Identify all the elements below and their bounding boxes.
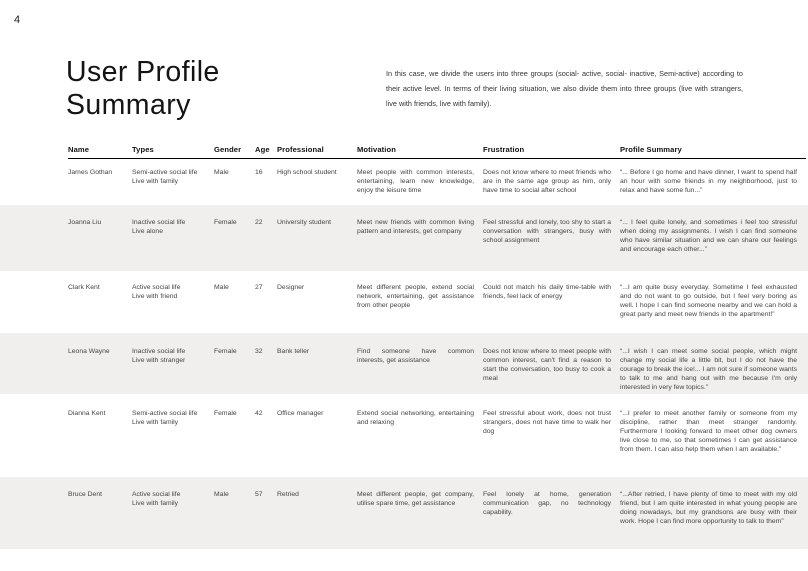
- cell-types: [132, 491, 214, 549]
- cell-gender: Female: [214, 219, 237, 226]
- cell-frustration: Does not know where to meet friends who are in the same age group as him, only have time to social after school: [483, 169, 611, 194]
- cell-motivation: Meet new friends with common living pattern and interests, get company: [357, 219, 474, 235]
- cell-frustration: Feel stressful about work, does not trust strangers, does not have time to walk her dog: [483, 410, 611, 435]
- cell-frustration: Feel stressful and lonely, too shy to start a conversation with strangers, busy with school assignment: [483, 219, 611, 244]
- table-row: [0, 205, 808, 271]
- column-header-types: Types: [132, 145, 154, 154]
- cell-types: [132, 284, 214, 333]
- cell-profile-summary: “...I prefer to meet another family or someone from my discipline, rather than meet stranger randomly. Furthermore I looking forward to meet other dog owners live close to me, so that sometimes I can get assistance from them. I can also help them when I am available.”: [620, 410, 797, 453]
- cell-professional: Bank teller: [277, 348, 310, 355]
- types-line: Active social life: [132, 284, 181, 291]
- cell-frustration: Feel lonely at home, generation communication gap, no technology capability.: [483, 491, 611, 516]
- cell-profile-summary: “...I wish I can meet some social people, which might change my social life a little bit, but I do not have the courage to break the ice!... I am not sure if someone wants to talk to me and hang out with me because I'm only interested in very few topics.”: [620, 348, 797, 391]
- cell-age: 22: [255, 219, 263, 226]
- page-title: [66, 56, 220, 122]
- types-line: Inactive social life: [132, 219, 186, 226]
- cell-types: [132, 348, 214, 394]
- column-header-age: Age: [255, 145, 270, 154]
- cell-motivation: Meet people with common interests, entertaining, learn new knowledge, enjoy the leisure time: [357, 169, 474, 194]
- table-row: [0, 271, 808, 333]
- cell-professional: Designer: [277, 284, 305, 291]
- column-header-gender: Gender: [214, 145, 242, 154]
- types-line: Live with family: [132, 418, 179, 426]
- table-row: [0, 333, 808, 394]
- column-header-professional: Professional: [277, 145, 324, 154]
- types-line: Live alone: [132, 227, 163, 235]
- cell-types: [132, 219, 214, 271]
- cell-gender: Male: [214, 169, 229, 176]
- cell-age: 42: [255, 410, 263, 417]
- table-header-row: [0, 140, 808, 158]
- cell-profile-summary: “... Before I go home and have dinner, I want to spend half an hour with some friends in my neighborhood, just to relax and have some fun...”: [620, 169, 797, 194]
- cell-frustration: Could not match his daily time-table with friends, feel lack of energy: [483, 284, 611, 300]
- cell-gender: Female: [214, 348, 237, 355]
- cell-profile-summary: “... I feel quite lonely, and sometimes i feel too stressful when doing my assignments. I wish I can find someone who have similar situation and we can share our feelings and encourage each other...”: [620, 219, 797, 253]
- cell-professional: University student: [277, 219, 332, 226]
- cell-profile-summary: “...I am quite busy everyday. Sometime I feel exhausted and do not want to go outside, but I feel very boring as well. I hope I can find someone nearby and we can hold a great party and meet new friends in the apartment!”: [620, 284, 797, 318]
- user-profile-table: [0, 140, 808, 549]
- cell-name: Dianna Kent: [68, 410, 106, 417]
- intro-paragraph: In this case, we divide the users into three groups (social- active, social- inactive, Semi-active) according to their active level. In terms of their living situation, we also divide them into three groups (live with strangers, live with friends, live with family).: [386, 69, 743, 109]
- page-title-line1: User Profile: [66, 56, 220, 88]
- types-line: Active social life: [132, 491, 181, 498]
- cell-professional: Office manager: [277, 410, 324, 417]
- cell-professional: High school student: [277, 169, 337, 176]
- column-header-name: Name: [68, 145, 90, 154]
- types-line: Live with friend: [132, 292, 178, 300]
- cell-motivation: Meet different people, get company, utilise spare time, get assistance: [357, 491, 474, 507]
- cell-professional: Retried: [277, 491, 299, 498]
- column-header-profile-summary: Profile Summary: [620, 145, 682, 154]
- types-line: Live with stranger: [132, 356, 186, 364]
- column-header-motivation: Motivation: [357, 145, 396, 154]
- cell-name: Clark Kent: [68, 284, 100, 291]
- types-line: Live with family: [132, 177, 179, 185]
- cell-gender: Female: [214, 410, 237, 417]
- cell-age: 32: [255, 348, 263, 355]
- page-title-line2: Summary: [66, 89, 191, 121]
- page-number: 4: [14, 14, 21, 26]
- types-line: Live with family: [132, 499, 179, 507]
- cell-motivation: Extend social networking, entertaining and relaxing: [357, 410, 474, 426]
- cell-motivation: Meet different people, extend social network, entertaining, get assistance from other people: [357, 284, 474, 309]
- cell-types: [132, 410, 214, 477]
- cell-profile-summary: “...After retried, I have plenty of time to meet with my old friend, but I am quite interested in what young people are doing nowadays, but my grandsons are busy with their work. Hope I can find more opportunity to talk to them”: [620, 491, 797, 525]
- cell-name: Bruce Dent: [68, 491, 103, 498]
- table-row: [0, 159, 808, 205]
- types-line: Semi-active social life: [132, 169, 198, 176]
- cell-gender: Male: [214, 491, 229, 498]
- cell-name: James Gothan: [68, 169, 113, 176]
- table-row: [0, 477, 808, 549]
- types-line: Semi-active social life: [132, 410, 198, 417]
- types-line: Inactive social life: [132, 348, 186, 355]
- table-row: [0, 394, 808, 477]
- cell-types: [132, 169, 214, 205]
- column-header-frustration: Frustration: [483, 145, 525, 154]
- cell-age: 16: [255, 169, 263, 176]
- cell-age: 27: [255, 284, 263, 291]
- cell-name: Leona Wayne: [68, 348, 110, 355]
- cell-age: 57: [255, 491, 263, 498]
- cell-frustration: Does not know where to meet people with common interest, can't find a reason to start the conversation, too busy to cook a meal: [483, 348, 611, 382]
- cell-gender: Male: [214, 284, 229, 291]
- cell-name: Joanna Liu: [68, 219, 102, 226]
- cell-motivation: Find someone have common interests, get assistance: [357, 348, 474, 364]
